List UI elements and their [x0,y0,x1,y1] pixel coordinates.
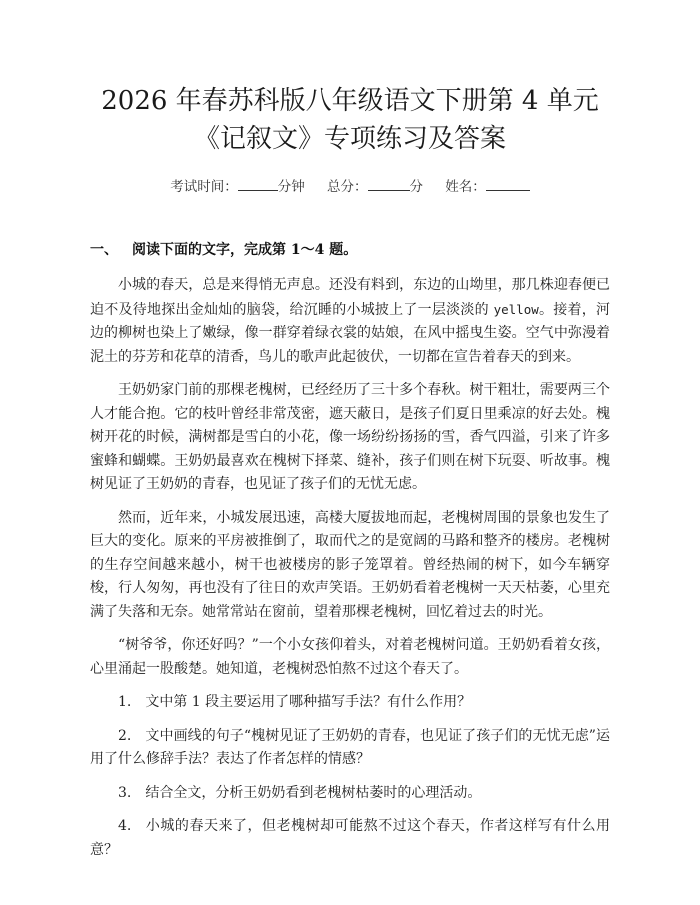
exam-time-unit: 分钟 [277,179,305,195]
passage-paragraph-1-after: 。接着，河边的柳树也染上了嫩绿，像一群穿着绿衣裳的姑娘，在风中摇曳生姿。空气中弥漫着泥土的芬芳和花草的清香，鸟儿的歌声此起彼伏，一切都在宣告着春天的到来。 [90,301,610,365]
title-line-1: 2026 年春苏科版八年级语文下册第 4 单元 [101,86,599,116]
exam-score-label: 总分： [327,179,368,195]
passage-paragraph-2: 王奶奶家门前的那棵老槐树，已经经历了三十多个春秋。树干粗壮，需要两三个人才能合抱。它的枝叶曾经非常茂密，遮天蔽日，是孩子们夏日里乘凉的好去处。槐树开花的时候，满树都是雪白的小花，像一场纷纷扬扬的雪，香气四溢，引来了许多蜜蜂和蝴蝶。王奶奶最喜欢在槐树下择菜、缝补，孩子们则在树下玩耍、听故事。槐树见证了王奶奶的青春，也见证了孩子们的无忧无虑。 [90,382,610,492]
section-heading-text: 阅读下面的文字，完成第 1～4 题。 [132,242,358,258]
question-3-number: 3. [118,784,132,801]
passage-paragraph-1 [90,274,610,369]
question-2-number: 2. [118,727,132,744]
passage-paragraph-4: “树爷爷，你还好吗？”一个小女孩仰着头，对着老槐树问道。王奶奶看着女孩，心里涌起一股酸楚。她知道，老槐树恐怕熬不过这个春天了。 [90,637,610,677]
question-1 [90,691,610,715]
document-title [90,82,610,158]
exam-time-blank [238,176,278,191]
exam-score-field [327,176,423,197]
passage-paragraph-1-before: 小城的春天，总是来得悄无声息。还没有料到，东边的山坳里，那几株迎春便已迫不及待地探出金灿灿的脑袋，给沉睡的小城披上了一层淡淡的 [90,277,610,318]
section-heading [90,240,610,260]
exam-name-label: 姓名： [445,179,486,195]
title-line-2: 《记叙文》专项练习及答案 [193,124,506,154]
question-3 [90,782,610,806]
question-3-text: 结合全文，分析王奶奶看到老槐树枯萎时的心理活动。 [145,784,482,801]
exam-name-field [445,176,530,197]
question-list [90,691,610,862]
question-4 [90,815,610,862]
question-2-text: 文中画线的句子“槐树见证了王奶奶的青春，也见证了孩子们的无忧无虑”运用了什么修辞手法？表达了作者怎样的情感？ [90,727,610,767]
exam-score-blank [368,176,410,191]
question-1-text: 文中第 1 段主要运用了哪种描写手法？有什么作用？ [145,694,472,710]
exam-time-field [170,176,305,197]
passage-paragraph-1-latin: yellow [493,301,539,317]
question-4-number: 4. [118,818,132,834]
exam-time-label: 考试时间： [170,179,238,195]
passage-paragraph-3: 然而，近年来，小城发展迅速，高楼大厦拔地而起，老槐树周围的景象也发生了巨大的变化。原来的平房被推倒了，取而代之的是宽阔的马路和整齐的楼房。老槐树的生存空间越来越小，树干也被楼房的影子笼罩着。曾经热闹的树下，如今车辆穿梭，行人匆匆，再也没有了往日的欢声笑语。王奶奶看着老槐树一天天枯萎，心里充满了失落和无奈。她常常站在窗前，望着那棵老槐树，回忆着过去的时光。 [90,509,610,620]
exam-score-unit: 分 [409,179,423,195]
question-1-number: 1. [118,694,132,710]
question-2 [90,725,610,772]
reading-passage [90,274,610,681]
section-number: 一、 [90,242,118,258]
question-4-text: 小城的春天来了，但老槐树却可能熬不过这个春天，作者这样写有什么用意？ [90,818,610,858]
exam-name-blank [486,176,530,191]
exam-info [90,176,610,197]
